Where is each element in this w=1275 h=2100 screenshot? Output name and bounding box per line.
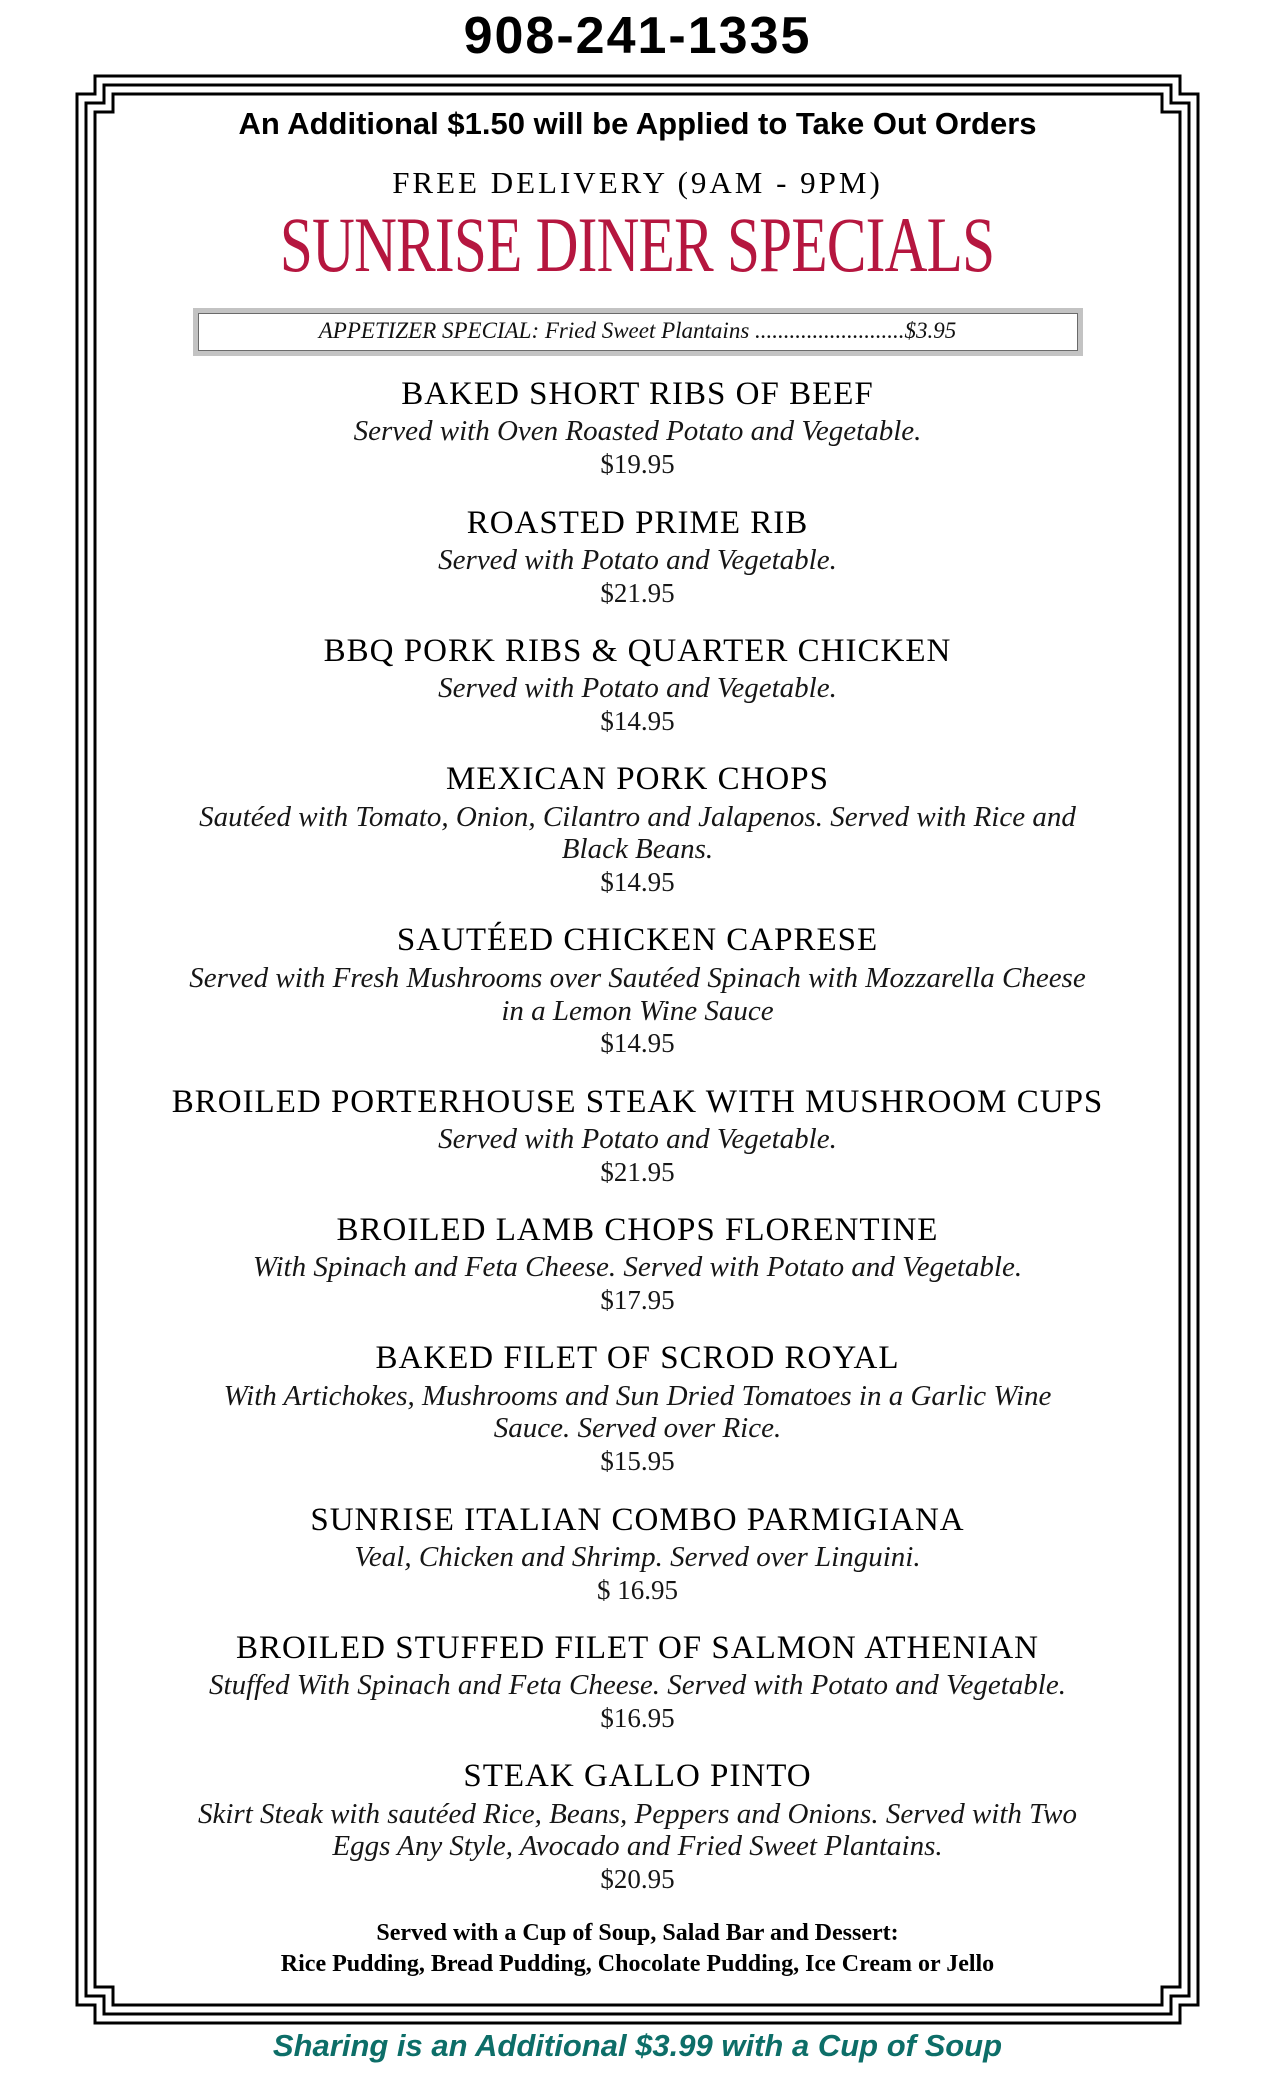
menu-item	[95, 1500, 1180, 1606]
menu-item	[95, 759, 1180, 898]
menu-title: SUNRISE DINER SPECIALS	[280, 201, 995, 289]
item-description: Served with Potato and Vegetable.	[438, 543, 837, 576]
menu-title-row	[95, 201, 1180, 289]
menu-item	[95, 1082, 1180, 1188]
item-name: STEAK GALLO PINTO	[463, 1758, 812, 1795]
item-price: $21.95	[600, 1156, 675, 1187]
item-name: BROILED LAMB CHOPS FLORENTINE	[336, 1212, 939, 1249]
item-name: MEXICAN PORK CHOPS	[446, 761, 829, 798]
appetizer-price: $3.95	[904, 318, 957, 344]
menu-item	[95, 920, 1180, 1059]
sharing-note: Sharing is an Additional $3.99 with a Cup of Soup	[272, 2028, 1003, 2063]
item-description: Veal, Chicken and Shrimp. Served over Linguini.	[354, 1540, 921, 1573]
item-name: SUNRISE ITALIAN COMBO PARMIGIANA	[310, 1501, 965, 1538]
appetizer-special-label: APPETIZER SPECIAL: Fried Sweet Plantains	[318, 318, 756, 344]
item-name: BAKED FILET OF SCROD ROYAL	[375, 1340, 900, 1377]
item-name: BROILED PORTERHOUSE STEAK WITH MUSHROOM CUPS	[171, 1083, 1104, 1120]
free-delivery-line: FREE DELIVERY (9AM - 9PM)	[392, 165, 883, 200]
item-name: BROILED STUFFED FILET OF SALMON ATHENIAN	[235, 1630, 1039, 1667]
item-price: $17.95	[600, 1285, 675, 1316]
item-price: $16.95	[600, 1703, 675, 1734]
item-price: $15.95	[600, 1446, 675, 1477]
included-sides-line2: Rice Pudding, Bread Pudding, Chocolate Pudding, Ice Cream or Jello	[280, 1950, 995, 1977]
item-name: BAKED SHORT RIBS OF BEEF	[401, 376, 874, 413]
item-price: $ 16.95	[597, 1574, 678, 1605]
item-description: Served with Fresh Mushrooms over Sautéed Spinach with Mozzarella Cheese in a Lemon Wine Sauce	[189, 961, 1086, 1027]
item-name: ROASTED PRIME RIB	[466, 504, 809, 541]
included-sides-line1: Served with a Cup of Soup, Salad Bar and Dessert:	[376, 1919, 899, 1946]
menu-item	[95, 1210, 1180, 1316]
appetizer-special-box	[193, 308, 1083, 356]
item-description: With Spinach and Feta Cheese. Served with Potato and Vegetable.	[252, 1251, 1023, 1284]
included-sides-note	[95, 1918, 1180, 1980]
item-price: $21.95	[600, 577, 675, 608]
item-description: Sautéed with Tomato, Onion, Cilantro and Jalapenos. Served with Rice and Black Beans.	[199, 800, 1076, 866]
takeout-notice: An Additional $1.50 will be Applied to Take Out Orders	[238, 106, 1037, 141]
item-description: Served with Potato and Vegetable.	[438, 672, 837, 705]
item-description: With Artichokes, Mushrooms and Sun Dried Tomatoes in a Garlic Wine Sauce. Served over Rice.	[223, 1379, 1052, 1445]
item-description: Served with Potato and Vegetable.	[438, 1122, 837, 1155]
menu-item	[95, 374, 1180, 480]
item-price: $14.95	[600, 1028, 675, 1059]
item-price: $19.95	[600, 449, 675, 480]
menu-items	[95, 374, 1180, 1896]
item-description: Skirt Steak with sautéed Rice, Beans, Peppers and Onions. Served with Two Eggs Any Style, Avocado and Fried Sweet Plantains.	[198, 1797, 1077, 1863]
item-price: $20.95	[600, 1864, 675, 1895]
phone-number: 908-241-1335	[463, 7, 812, 65]
item-description: Served with Oven Roasted Potato and Vegetable.	[353, 415, 922, 448]
item-price: $14.95	[600, 867, 675, 898]
menu-item	[95, 1338, 1180, 1477]
item-description: Stuffed With Spinach and Feta Cheese. Served with Potato and Vegetable.	[209, 1669, 1066, 1702]
item-name: SAUTÉED CHICKEN CAPRESE	[396, 922, 879, 959]
appetizer-leader-dots: ..........................	[755, 318, 905, 344]
menu-item	[95, 503, 1180, 609]
menu-item	[95, 1756, 1180, 1895]
menu-content	[95, 100, 1180, 1980]
item-price: $14.95	[600, 705, 675, 736]
menu-item	[95, 1628, 1180, 1734]
menu-item	[95, 631, 1180, 737]
item-name: BBQ PORK RIBS & QUARTER CHICKEN	[323, 632, 952, 669]
